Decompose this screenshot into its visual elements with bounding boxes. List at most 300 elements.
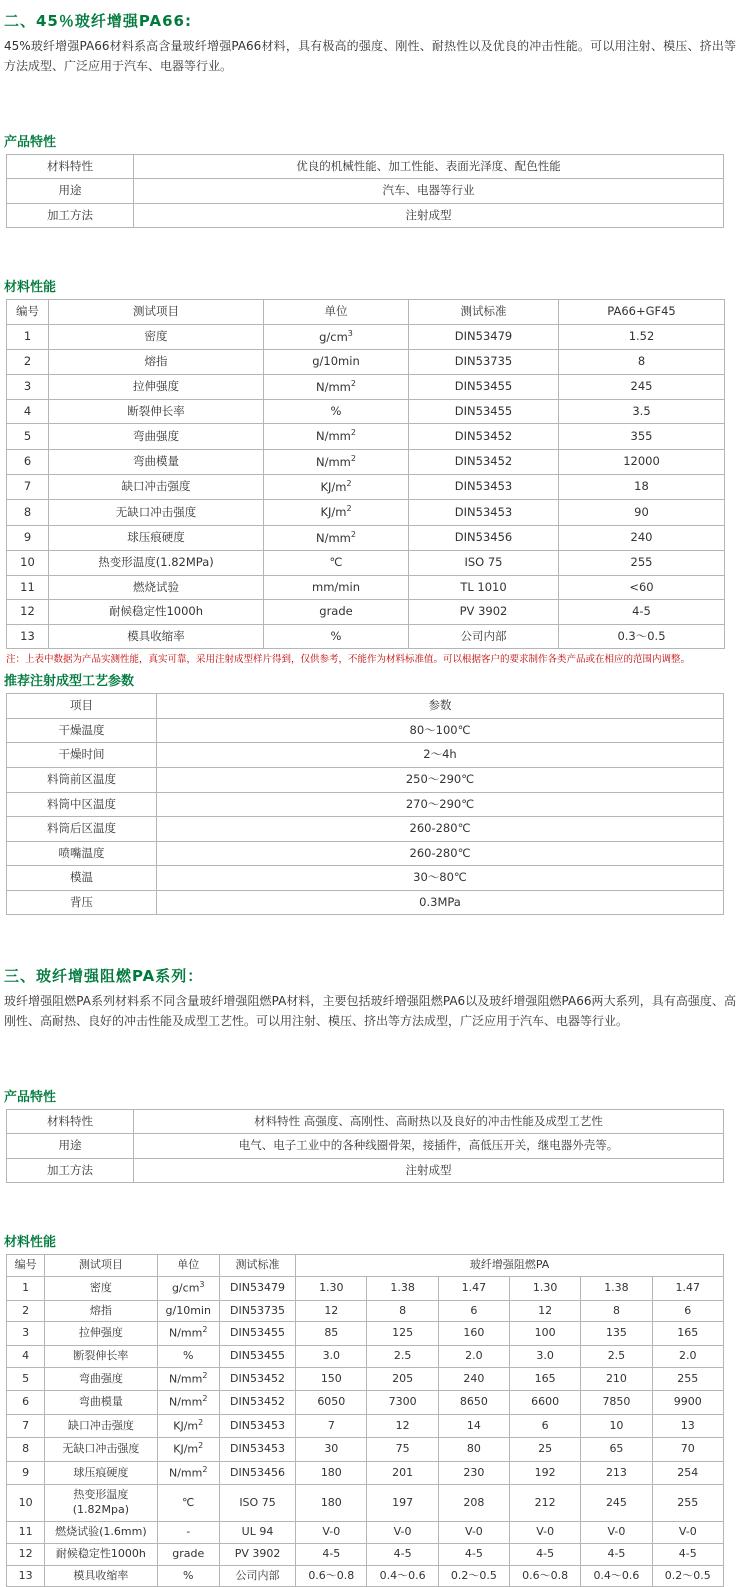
process-value: 2～4h (157, 743, 724, 768)
column-header: 项目 (7, 694, 157, 719)
test-item: 弯曲强度 (49, 424, 264, 449)
unit-cell: $KJ/m^2$ (157, 1414, 219, 1438)
table-row (7, 154, 724, 179)
value: 12 (367, 1414, 438, 1438)
value: 135 (581, 1322, 652, 1346)
column-header: 单位 (157, 1255, 219, 1277)
table-row (7, 525, 725, 550)
column-header: 测试项目 (49, 300, 264, 325)
test-standard: DIN53453 (409, 500, 559, 525)
process-value: 0.3MPa (157, 890, 724, 915)
table-row (7, 1565, 724, 1587)
value: 1.47 (652, 1277, 723, 1301)
row-index: 3 (7, 1322, 45, 1346)
table-row (7, 768, 724, 793)
test-item: 模具收缩率 (45, 1565, 157, 1587)
spacer (0, 941, 740, 955)
spacer (0, 915, 740, 941)
test-item: 弯曲强度 (45, 1367, 157, 1391)
value: V-0 (367, 1521, 438, 1543)
value: 0.6～0.8 (510, 1565, 581, 1587)
column-header: 测试标准 (409, 300, 559, 325)
value: 10 (581, 1414, 652, 1438)
value: 255 (652, 1367, 723, 1391)
value: 197 (367, 1485, 438, 1522)
value: 4-5 (652, 1543, 723, 1565)
value: 165 (510, 1367, 581, 1391)
table-row (7, 1521, 724, 1543)
table-row (7, 500, 725, 525)
value: 205 (367, 1367, 438, 1391)
table-row (7, 600, 725, 625)
table-row (7, 792, 724, 817)
document-page (0, 10, 740, 1587)
test-item: 弯曲模量 (49, 449, 264, 474)
table-row (7, 743, 724, 768)
row-index: 1 (7, 324, 49, 349)
unit-cell: $N/mm^2$ (157, 1367, 219, 1391)
unit-cell: % (264, 624, 409, 649)
value: 7 (296, 1414, 367, 1438)
value: 192 (510, 1461, 581, 1485)
value: 6050 (296, 1391, 367, 1415)
table-row (7, 551, 725, 576)
value: 255 (559, 551, 725, 576)
table-row (7, 866, 724, 891)
material-performance-heading-2: 材料性能 (4, 1235, 57, 1251)
process-value: 250～290℃ (157, 768, 724, 793)
table-row (7, 475, 725, 500)
value: 208 (438, 1485, 509, 1522)
process-item: 背压 (7, 890, 157, 915)
table-row (7, 718, 724, 743)
value: 4-5 (559, 600, 725, 625)
unit-cell: g/10min (264, 350, 409, 375)
table-header-row (7, 300, 725, 325)
test-standard: UL 94 (219, 1521, 295, 1543)
row-index: 9 (7, 1461, 45, 1485)
table-row (7, 1485, 724, 1522)
value: 9900 (652, 1391, 723, 1415)
spacer (0, 83, 740, 109)
test-item: 断裂伸长率 (49, 399, 264, 424)
row-index: 7 (7, 1414, 45, 1438)
test-item: 无缺口冲击强度 (49, 500, 264, 525)
test-standard: DIN53735 (409, 350, 559, 375)
value: 65 (581, 1438, 652, 1462)
test-item: 热变形温度(1.82Mpa) (45, 1485, 157, 1522)
unit-cell: $g/cm^3$ (264, 324, 409, 349)
column-header: 参数 (157, 694, 724, 719)
table-row (7, 374, 725, 399)
value: 210 (581, 1367, 652, 1391)
test-item: 模具收缩率 (49, 624, 264, 649)
value: 7300 (367, 1391, 438, 1415)
value: 6 (510, 1414, 581, 1438)
value: 18 (559, 475, 725, 500)
value: 212 (510, 1485, 581, 1522)
unit-cell: $KJ/m^2$ (264, 475, 409, 500)
column-header: PA66+GF45 (559, 300, 725, 325)
value: 1.47 (438, 1277, 509, 1301)
table-row (7, 324, 725, 349)
table-row (7, 179, 724, 204)
value: 13 (652, 1414, 723, 1438)
value: 85 (296, 1322, 367, 1346)
test-item: 拉伸强度 (45, 1322, 157, 1346)
row-index: 11 (7, 575, 49, 600)
value: 255 (652, 1485, 723, 1522)
test-item: 熔指 (45, 1300, 157, 1322)
spacer (0, 1183, 740, 1209)
row-index: 8 (7, 500, 49, 525)
test-standard: DIN53455 (409, 374, 559, 399)
feature-value: 汽车、电器等行业 (134, 179, 724, 204)
unit-cell: ℃ (157, 1485, 219, 1522)
value: 150 (296, 1367, 367, 1391)
test-standard: PV 3902 (219, 1543, 295, 1565)
table-note: 注：上表中数据为产品实测性能，真实可靠，采用注射成型样片得到，仅供参考，不能作为材料标准值。可以根据客户的要求制作各类产品或在相应的范围内调整。 (6, 654, 691, 666)
feature-label: 加工方法 (7, 1158, 134, 1183)
value: 201 (367, 1461, 438, 1485)
unit-cell: $N/mm^2$ (264, 449, 409, 474)
value: V-0 (296, 1521, 367, 1543)
test-standard: ISO 75 (219, 1485, 295, 1522)
value: 3.0 (296, 1345, 367, 1367)
unit-cell: $KJ/m^2$ (264, 500, 409, 525)
test-standard: DIN53455 (219, 1345, 295, 1367)
unit-cell: % (157, 1345, 219, 1367)
table-row (7, 424, 725, 449)
test-standard: DIN53453 (409, 475, 559, 500)
table-row (7, 1345, 724, 1367)
product-feature-table-2 (6, 1109, 724, 1184)
table-row (7, 1461, 724, 1485)
value: V-0 (652, 1521, 723, 1543)
test-standard: 公司内部 (219, 1565, 295, 1587)
value: 80 (438, 1438, 509, 1462)
value: 8 (367, 1300, 438, 1322)
row-index: 9 (7, 525, 49, 550)
unit-cell: ℃ (264, 551, 409, 576)
test-standard: DIN53479 (409, 324, 559, 349)
test-item: 密度 (45, 1277, 157, 1301)
column-header: 测试标准 (219, 1255, 295, 1277)
value: 70 (652, 1438, 723, 1462)
value: 1.38 (581, 1277, 652, 1301)
row-index: 4 (7, 1345, 45, 1367)
value: 165 (652, 1322, 723, 1346)
test-standard: DIN53452 (409, 424, 559, 449)
value: 245 (559, 374, 725, 399)
column-header: 玻纤增强阻燃PA (296, 1255, 724, 1277)
feature-value: 优良的机械性能、加工性能、表面光泽度、配色性能 (134, 154, 724, 179)
table-row (7, 575, 725, 600)
value: 30 (296, 1438, 367, 1462)
value: 2.0 (438, 1345, 509, 1367)
value: 240 (438, 1367, 509, 1391)
row-index: 2 (7, 350, 49, 375)
page-title: 二、45％玻纤增强PA66: (4, 12, 192, 30)
table-row (7, 1367, 724, 1391)
table-header-row (7, 694, 724, 719)
row-index: 10 (7, 1485, 45, 1522)
row-index: 1 (7, 1277, 45, 1301)
test-item: 弯曲模量 (45, 1391, 157, 1415)
test-standard: DIN53452 (219, 1391, 295, 1415)
table-row (7, 1322, 724, 1346)
table-row (7, 1391, 724, 1415)
table-row (7, 1414, 724, 1438)
test-item: 密度 (49, 324, 264, 349)
value: V-0 (581, 1521, 652, 1543)
process-value: 260-280℃ (157, 817, 724, 842)
row-index: 10 (7, 551, 49, 576)
value: 8 (581, 1300, 652, 1322)
table-row (7, 1543, 724, 1565)
test-item: 缺口冲击强度 (49, 475, 264, 500)
value: 180 (296, 1461, 367, 1485)
value: 1.38 (367, 1277, 438, 1301)
table-row (7, 1158, 724, 1183)
test-standard: DIN53452 (409, 449, 559, 474)
test-standard: DIN53453 (219, 1414, 295, 1438)
row-index: 11 (7, 1521, 45, 1543)
feature-label: 材料特性 (7, 154, 134, 179)
row-index: 4 (7, 399, 49, 424)
test-standard: DIN53735 (219, 1300, 295, 1322)
section-title-2: 三、玻纤增强阻燃PA系列： (4, 967, 204, 986)
value: 1.52 (559, 324, 725, 349)
value: 14 (438, 1414, 509, 1438)
value: 355 (559, 424, 725, 449)
test-standard: DIN53452 (219, 1367, 295, 1391)
product-feature-heading-2: 产品特性 (4, 1089, 57, 1105)
feature-label: 材料特性 (7, 1109, 134, 1134)
test-standard: 公司内部 (409, 624, 559, 649)
feature-label: 用途 (7, 179, 134, 204)
table-row (7, 817, 724, 842)
row-index: 3 (7, 374, 49, 399)
value: 0.4～0.6 (581, 1565, 652, 1587)
value: 12 (296, 1300, 367, 1322)
unit-cell: - (157, 1521, 219, 1543)
table-row (7, 399, 725, 424)
value: 2.0 (652, 1345, 723, 1367)
row-index: 5 (7, 1367, 45, 1391)
unit-cell: $N/mm^2$ (157, 1391, 219, 1415)
value: 0.2～0.5 (438, 1565, 509, 1587)
process-value: 30～80℃ (157, 866, 724, 891)
value: 1.30 (296, 1277, 367, 1301)
value: 6 (438, 1300, 509, 1322)
test-standard: DIN53455 (409, 399, 559, 424)
test-item: 耐候稳定性1000h (49, 600, 264, 625)
test-standard: DIN53456 (409, 525, 559, 550)
row-index: 13 (7, 624, 49, 649)
unit-cell: $KJ/m^2$ (157, 1438, 219, 1462)
section-intro: 45%玻纤增强PA66材料系高含量玻纤增强PA66材料，具有极高的强度、刚性、耐热性以及优良的冲击性能。可以用注射、模压、挤出等方法成型、广泛应用于汽车、电器等行业。 (4, 39, 736, 73)
value: 25 (510, 1438, 581, 1462)
process-item: 料筒后区温度 (7, 817, 157, 842)
value: 4-5 (510, 1543, 581, 1565)
feature-label: 用途 (7, 1134, 134, 1159)
row-index: 6 (7, 1391, 45, 1415)
table-row (7, 1438, 724, 1462)
process-value: 80～100℃ (157, 718, 724, 743)
unit-cell: $N/mm^2$ (264, 374, 409, 399)
table-row (7, 1300, 724, 1322)
value: 7850 (581, 1391, 652, 1415)
column-header: 单位 (264, 300, 409, 325)
value: 254 (652, 1461, 723, 1485)
value: 0.2～0.5 (652, 1565, 723, 1587)
value: V-0 (510, 1521, 581, 1543)
row-index: 2 (7, 1300, 45, 1322)
value: 75 (367, 1438, 438, 1462)
section-intro-2: 玻纤增强阻燃PA系列材料系不同含量玻纤增强阻燃PA材料，主要包括玻纤增强阻燃PA6以及玻纤增强阻燃PA66两大系列，具有高强度、高刚性、高耐热、良好的冲击性能及成型工艺性。可以用注射、模压、挤出等方法成型，广泛应用于汽车、电器等行业。 (4, 994, 736, 1028)
unit-cell: $N/mm^2$ (264, 525, 409, 550)
process-item: 料筒前区温度 (7, 768, 157, 793)
test-item: 断裂伸长率 (45, 1345, 157, 1367)
product-feature-table (6, 154, 724, 229)
column-header: 编号 (7, 1255, 45, 1277)
value: 213 (581, 1461, 652, 1485)
value: 4-5 (581, 1543, 652, 1565)
value: 3.5 (559, 399, 725, 424)
value: 3.0 (510, 1345, 581, 1367)
test-standard: PV 3902 (409, 600, 559, 625)
test-item: 热变形温度(1.82MPa) (49, 551, 264, 576)
material-performance-heading: 材料性能 (4, 280, 57, 296)
unit-cell: $N/mm^2$ (264, 424, 409, 449)
table-header-row (7, 1255, 724, 1277)
test-standard: ISO 75 (409, 551, 559, 576)
table-row (7, 203, 724, 228)
value: 12000 (559, 449, 725, 474)
column-header: 编号 (7, 300, 49, 325)
process-item: 干燥温度 (7, 718, 157, 743)
table-row (7, 1109, 724, 1134)
process-item: 干燥时间 (7, 743, 157, 768)
value: 160 (438, 1322, 509, 1346)
value: 6 (652, 1300, 723, 1322)
unit-cell: $g/cm^3$ (157, 1277, 219, 1301)
process-item: 喷嘴温度 (7, 841, 157, 866)
value: 2.5 (367, 1345, 438, 1367)
table-row (7, 350, 725, 375)
product-feature-heading: 产品特性 (4, 134, 57, 150)
row-index: 6 (7, 449, 49, 474)
value: 245 (581, 1485, 652, 1522)
value: 8 (559, 350, 725, 375)
value: V-0 (438, 1521, 509, 1543)
column-header: 测试项目 (45, 1255, 157, 1277)
spacer (0, 228, 740, 254)
value: 0.6～0.8 (296, 1565, 367, 1587)
test-standard: DIN53456 (219, 1461, 295, 1485)
test-item: 熔指 (49, 350, 264, 375)
value: 240 (559, 525, 725, 550)
test-item: 球压痕硬度 (49, 525, 264, 550)
process-item: 料筒中区温度 (7, 792, 157, 817)
table-row (7, 841, 724, 866)
value: 12 (510, 1300, 581, 1322)
value: 100 (510, 1322, 581, 1346)
value: 90 (559, 500, 725, 525)
test-item: 球压痕硬度 (45, 1461, 157, 1485)
value: 0.4～0.6 (367, 1565, 438, 1587)
feature-value: 电气、电子工业中的各种线圈骨架，接插件，高低压开关，继电器外壳等。 (134, 1134, 724, 1159)
value: <60 (559, 575, 725, 600)
value: 2.5 (581, 1345, 652, 1367)
feature-label: 加工方法 (7, 203, 134, 228)
process-value: 260-280℃ (157, 841, 724, 866)
material-performance-table (6, 299, 725, 649)
feature-value: 材料特性 高强度、高刚性、高耐热以及良好的冲击性能及成型工艺性 (134, 1109, 724, 1134)
process-value: 270～290℃ (157, 792, 724, 817)
value: 4-5 (367, 1543, 438, 1565)
table-row (7, 1277, 724, 1301)
feature-value: 注射成型 (134, 203, 724, 228)
value: 4-5 (296, 1543, 367, 1565)
test-item: 燃烧试验 (49, 575, 264, 600)
test-standard: DIN53479 (219, 1277, 295, 1301)
test-item: 缺口冲击强度 (45, 1414, 157, 1438)
test-standard: DIN53453 (219, 1438, 295, 1462)
row-index: 12 (7, 600, 49, 625)
feature-value: 注射成型 (134, 1158, 724, 1183)
value: 125 (367, 1322, 438, 1346)
spacer (0, 1038, 740, 1064)
unit-cell: grade (157, 1543, 219, 1565)
unit-cell: $N/mm^2$ (157, 1322, 219, 1346)
value: 1.30 (510, 1277, 581, 1301)
unit-cell: grade (264, 600, 409, 625)
test-item: 耐候稳定性1000h (45, 1543, 157, 1565)
test-standard: TL 1010 (409, 575, 559, 600)
table-row (7, 449, 725, 474)
table-row (7, 1134, 724, 1159)
unit-cell: $N/mm^2$ (157, 1461, 219, 1485)
value: 8650 (438, 1391, 509, 1415)
test-item: 无缺口冲击强度 (45, 1438, 157, 1462)
row-index: 8 (7, 1438, 45, 1462)
row-index: 5 (7, 424, 49, 449)
process-item: 模温 (7, 866, 157, 891)
value: 6600 (510, 1391, 581, 1415)
test-item: 拉伸强度 (49, 374, 264, 399)
row-index: 12 (7, 1543, 45, 1565)
unit-cell: g/10min (157, 1300, 219, 1322)
test-item: 燃烧试验(1.6mm) (45, 1521, 157, 1543)
process-parameters-heading: 推荐注射成型工艺参数 (4, 674, 135, 690)
value: 230 (438, 1461, 509, 1485)
test-standard: DIN53455 (219, 1322, 295, 1346)
unit-cell: % (264, 399, 409, 424)
value: 4-5 (438, 1543, 509, 1565)
value: 0.3～0.5 (559, 624, 725, 649)
row-index: 7 (7, 475, 49, 500)
table-row (7, 624, 725, 649)
process-parameters-table (6, 693, 724, 915)
material-performance-table-2 (6, 1254, 724, 1587)
table-row (7, 890, 724, 915)
value: 180 (296, 1485, 367, 1522)
unit-cell: mm/min (264, 575, 409, 600)
unit-cell: % (157, 1565, 219, 1587)
row-index: 13 (7, 1565, 45, 1587)
